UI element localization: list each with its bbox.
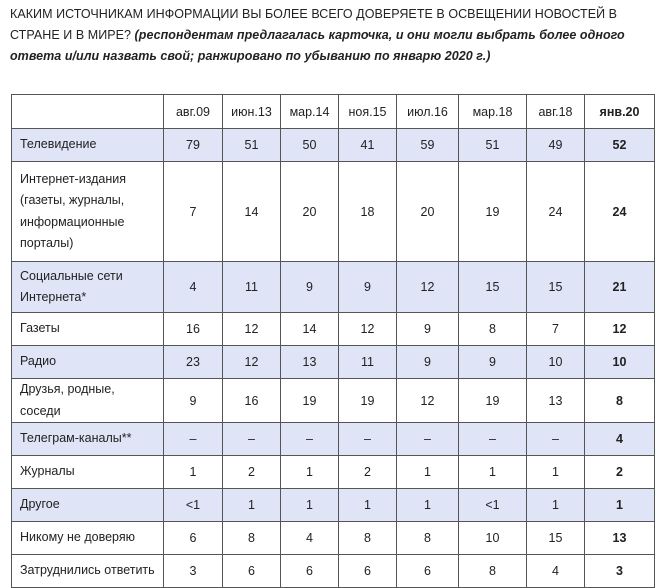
value-cell: 13 [527,379,585,423]
value-cell: 1 [164,456,223,489]
value-cell: 41 [339,129,397,162]
value-cell: 15 [527,522,585,555]
table-row [12,262,655,313]
value-cell: 1 [339,489,397,522]
value-cell: 9 [397,346,459,379]
value-cell: 13 [585,522,655,555]
value-cell: 1 [527,456,585,489]
value-cell: – [459,423,527,456]
value-cell: 9 [164,379,223,423]
value-cell: – [223,423,281,456]
value-cell: 12 [397,262,459,313]
value-cell: 4 [164,262,223,313]
row-label: Другое [12,489,164,522]
value-cell: 14 [281,313,339,346]
value-cell: 12 [585,313,655,346]
row-label: Телеграм-каналы** [12,423,164,456]
value-cell: 9 [459,346,527,379]
value-cell: 15 [527,262,585,313]
value-cell: 12 [339,313,397,346]
value-cell: 50 [281,129,339,162]
value-cell: 3 [164,555,223,588]
value-cell: 12 [223,346,281,379]
value-cell: 6 [339,555,397,588]
value-cell: 15 [459,262,527,313]
value-cell: 4 [585,423,655,456]
value-cell: 49 [527,129,585,162]
table-row [12,489,655,522]
value-cell: 2 [223,456,281,489]
corner-cell [12,95,164,129]
value-cell: 8 [459,555,527,588]
table-row [12,313,655,346]
value-cell: 8 [585,379,655,423]
column-header: мар.14 [281,95,339,129]
value-cell: 79 [164,129,223,162]
value-cell: 4 [281,522,339,555]
column-header: авг.18 [527,95,585,129]
value-cell: – [281,423,339,456]
value-cell: 3 [585,555,655,588]
value-cell: 18 [339,162,397,262]
table-row [12,162,655,262]
table-row [12,456,655,489]
value-cell: 1 [397,456,459,489]
column-header: июл.16 [397,95,459,129]
value-cell: – [339,423,397,456]
value-cell: 9 [281,262,339,313]
value-cell: – [527,423,585,456]
row-label: Друзья, родные, соседи [12,379,164,423]
value-cell: 6 [397,555,459,588]
value-cell: 51 [459,129,527,162]
value-cell: 20 [281,162,339,262]
column-header: ноя.15 [339,95,397,129]
value-cell: 24 [527,162,585,262]
value-cell: 13 [281,346,339,379]
column-header: авг.09 [164,95,223,129]
value-cell: 10 [459,522,527,555]
row-label: Телевидение [12,129,164,162]
value-cell: 1 [281,456,339,489]
value-cell: 10 [585,346,655,379]
value-cell: 12 [223,313,281,346]
column-header: июн.13 [223,95,281,129]
value-cell: 51 [223,129,281,162]
value-cell: 2 [585,456,655,489]
value-cell: 19 [459,379,527,423]
value-cell: 52 [585,129,655,162]
table-row [12,346,655,379]
value-cell: 6 [281,555,339,588]
row-label: Никому не доверяю [12,522,164,555]
value-cell: 20 [397,162,459,262]
survey-table [11,94,655,588]
value-cell: 9 [339,262,397,313]
value-cell: 2 [339,456,397,489]
value-cell: 8 [397,522,459,555]
value-cell: 9 [397,313,459,346]
value-cell: 10 [527,346,585,379]
value-cell: 7 [164,162,223,262]
value-cell: 23 [164,346,223,379]
header-row [12,95,655,129]
value-cell: 11 [339,346,397,379]
survey-note: (респондентам предлагалась карточка, и они могли выбрать более одного ответа и/или назвать свой; ранжировано по убыванию по январю 2020 г.) [10,28,625,63]
value-cell: 14 [223,162,281,262]
survey-question: КАКИМ ИСТОЧНИКАМ ИНФОРМАЦИИ ВЫ БОЛЕЕ ВСЕГО ДОВЕРЯЕТЕ В ОСВЕЩЕНИИ НОВОСТЕЙ В СТРАНЕ И В МИРЕ? [10,7,618,42]
column-header: янв.20 [585,95,655,129]
row-label: Газеты [12,313,164,346]
value-cell: 8 [223,522,281,555]
value-cell: 7 [527,313,585,346]
value-cell: 19 [281,379,339,423]
value-cell: 8 [459,313,527,346]
row-label: Затруднились ответить [12,555,164,588]
table-row [12,379,655,423]
value-cell: 24 [585,162,655,262]
table-row [12,423,655,456]
value-cell: – [397,423,459,456]
value-cell: 1 [281,489,339,522]
value-cell: <1 [164,489,223,522]
table-row [12,555,655,588]
value-cell: 16 [223,379,281,423]
value-cell: 8 [339,522,397,555]
value-cell: 4 [527,555,585,588]
value-cell: 1 [585,489,655,522]
value-cell: 1 [527,489,585,522]
table-heading [10,4,655,67]
column-header: мар.18 [459,95,527,129]
value-cell: 59 [397,129,459,162]
table-row [12,129,655,162]
value-cell: 19 [339,379,397,423]
value-cell: 1 [459,456,527,489]
value-cell: – [164,423,223,456]
row-label: Интернет-издания (газеты, журналы, информационные порталы) [12,162,164,262]
value-cell: 6 [164,522,223,555]
value-cell: 1 [397,489,459,522]
row-label: Радио [12,346,164,379]
value-cell: 1 [223,489,281,522]
value-cell: 11 [223,262,281,313]
table-row [12,522,655,555]
value-cell: 16 [164,313,223,346]
row-label: Журналы [12,456,164,489]
value-cell: 19 [459,162,527,262]
value-cell: <1 [459,489,527,522]
value-cell: 12 [397,379,459,423]
value-cell: 6 [223,555,281,588]
row-label: Социальные сети Интернета* [12,262,164,313]
value-cell: 21 [585,262,655,313]
table-body [12,95,655,588]
